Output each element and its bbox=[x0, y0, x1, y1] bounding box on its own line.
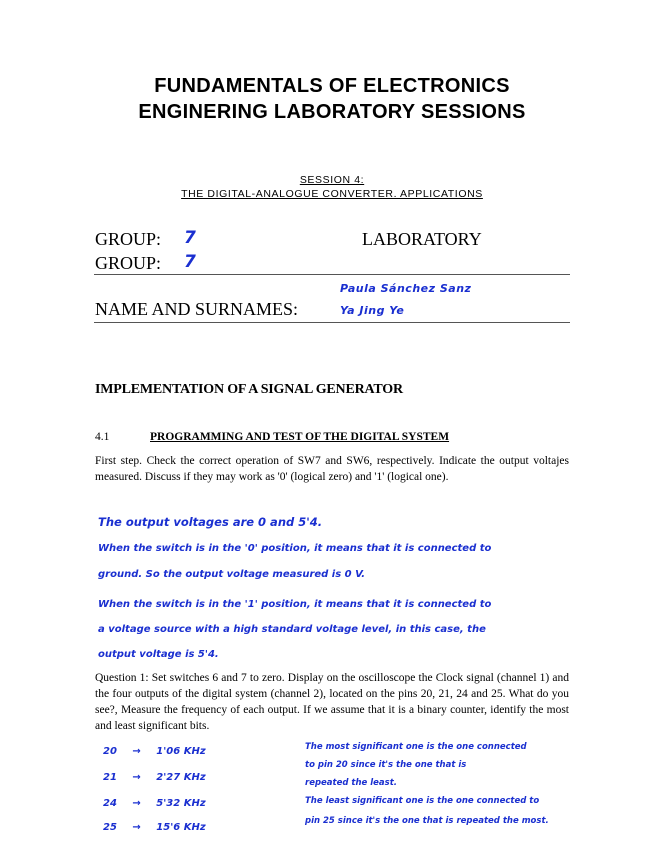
group-value-2: 7 bbox=[184, 252, 196, 272]
subsection-number: 4.1 bbox=[95, 431, 110, 443]
step1-answer-line-1: The output voltages are 0 and 5'4. bbox=[98, 515, 323, 529]
arrow-icon: → bbox=[132, 772, 141, 783]
measurement-row bbox=[103, 796, 206, 813]
q1-answer-line-1: The most significant one is the one connected bbox=[305, 742, 527, 752]
q1-answer-line-4: The least significant one is the one connected to bbox=[305, 796, 540, 806]
step1-answer-line-6: output voltage is 5'4. bbox=[98, 649, 219, 660]
q1-answer-line-5: pin 25 since it's the one that is repeated the most. bbox=[305, 816, 549, 826]
document-title-line-1: FUNDAMENTALS OF ELECTRONICS bbox=[154, 75, 510, 97]
step1-answer-line-5: a voltage source with a high standard voltage level, in this case, the bbox=[98, 624, 486, 635]
arrow-icon: → bbox=[132, 746, 141, 757]
laboratory-label: LABORATORY bbox=[362, 229, 482, 249]
measurement-row bbox=[103, 744, 206, 761]
measurement-frequency: 2'27 KHz bbox=[156, 772, 206, 783]
subsection-title: PROGRAMMING AND TEST OF THE DIGITAL SYSTEM bbox=[150, 431, 450, 443]
document-title-line-2: ENGINERING LABORATORY SESSIONS bbox=[138, 101, 526, 123]
measurement-pin: 20 bbox=[103, 746, 117, 757]
arrow-icon: → bbox=[132, 822, 141, 833]
session-title: THE DIGITAL-ANALOGUE CONVERTER. APPLICATIONS bbox=[181, 188, 483, 200]
measurement-pin: 25 bbox=[103, 822, 117, 833]
form-divider-2 bbox=[94, 322, 570, 323]
step1-answer-line-2: When the switch is in the '0' position, it means that it is connected to bbox=[98, 543, 492, 554]
step1-question: First step. Check the correct operation of SW7 and SW6, respectively. Indicate the output voltajes measured. Discuss if they may work as '0' (logical zero) and '1' (logical one). bbox=[95, 455, 569, 483]
section-heading: IMPLEMENTATION OF A SIGNAL GENERATOR bbox=[95, 382, 403, 397]
question1-text: Question 1: Set switches 6 and 7 to zero. Display on the oscilloscope the Clock signal (channel 1) and the four outputs of the digital system (channel 2), located on the pins 20, 21, 24 and 25. What do you see?, Measure the frequency of each output. If we assume that it is a binary counter, identify the most and least significant bits. bbox=[95, 672, 569, 732]
session-number: SESSION 4: bbox=[299, 174, 365, 186]
q1-answer-line-3: repeated the least. bbox=[305, 778, 398, 788]
measurement-row bbox=[103, 770, 206, 787]
measurement-frequency: 1'06 KHz bbox=[156, 746, 206, 757]
step1-answer-line-4: When the switch is in the '1' position, it means that it is connected to bbox=[98, 599, 492, 610]
student-name-1: Paula Sánchez Sanz bbox=[340, 282, 472, 295]
group-label-2: GROUP: bbox=[95, 253, 162, 273]
group-label-1: GROUP: bbox=[95, 229, 162, 249]
measurement-frequency: 15'6 KHz bbox=[156, 822, 206, 833]
q1-answer-line-2: to pin 20 since it's the one that is bbox=[305, 760, 467, 770]
measurement-frequency: 5'32 KHz bbox=[156, 798, 206, 809]
arrow-icon: → bbox=[132, 798, 141, 809]
measurement-pin: 24 bbox=[103, 798, 117, 809]
names-label: NAME AND SURNAMES: bbox=[95, 299, 299, 319]
measurement-pin: 21 bbox=[103, 772, 117, 783]
measurement-row bbox=[103, 820, 206, 837]
student-name-2: Ya Jing Ye bbox=[340, 304, 405, 317]
form-divider-1 bbox=[94, 274, 570, 275]
group-value-1: 7 bbox=[184, 228, 196, 248]
step1-answer-line-3: ground. So the output voltage measured is 0 V. bbox=[98, 569, 366, 580]
